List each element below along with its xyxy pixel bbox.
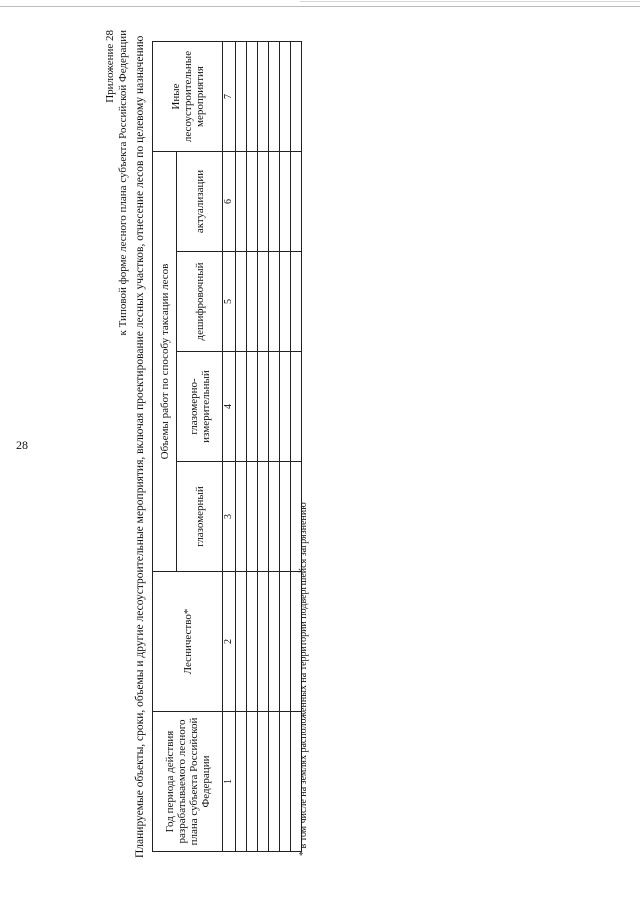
table-cell: [280, 152, 291, 252]
table-cell: [236, 572, 247, 712]
table-cell: [236, 152, 247, 252]
table-cell: [291, 352, 302, 462]
table-cell: [247, 462, 258, 572]
table-cell: [291, 152, 302, 252]
table-cell: [280, 252, 291, 352]
table-row: [258, 42, 269, 852]
table-cell: [269, 712, 280, 852]
page-number: 28: [16, 438, 28, 452]
table-cell: [280, 42, 291, 152]
table-row: [247, 42, 258, 852]
table-cell: [280, 462, 291, 572]
column-number-row: [223, 42, 236, 852]
table-cell: [236, 42, 247, 152]
table-row: [269, 42, 280, 852]
table-cell: [236, 712, 247, 852]
appendix-label: Приложение 28: [104, 30, 116, 103]
col-number: 5: [223, 252, 236, 352]
table-cell: [247, 252, 258, 352]
col-year-header: Год периода действия разрабатываемого лесного плана субъекта Российской Федерации: [153, 712, 223, 852]
table-cell: [236, 462, 247, 572]
col-number: 2: [223, 572, 236, 712]
table-cell: [258, 712, 269, 852]
col-number: 6: [223, 152, 236, 252]
col-update-header: актуализации: [177, 152, 223, 252]
table-cell: [258, 42, 269, 152]
table-cell: [247, 42, 258, 152]
table-cell: [291, 42, 302, 152]
table-cell: [280, 572, 291, 712]
col-number: 1: [223, 712, 236, 852]
table-cell: [269, 152, 280, 252]
col-eye-header: глазомерный: [177, 462, 223, 572]
table-row: [236, 42, 247, 852]
table-cell: [258, 352, 269, 462]
col-eye-measure-header: глазомерно-измерительный: [177, 352, 223, 462]
scan-edge-line: [0, 6, 640, 7]
table-cell: [247, 152, 258, 252]
footnote: * в том числе на землях расположенных на территории подвергшейся загрязнению: [298, 502, 309, 856]
col-other-header: Иные лесоустроительные мероприятия: [153, 42, 223, 152]
table-cell: [269, 252, 280, 352]
table-cell: [258, 572, 269, 712]
landscape-content: [104, 20, 309, 870]
rotated-sheet: [40, 10, 640, 900]
table-cell: [280, 712, 291, 852]
table-cell: [258, 462, 269, 572]
header-row-top: [153, 42, 177, 852]
table-row: [280, 42, 291, 852]
table-cell: [280, 352, 291, 462]
appendix-subtitle: к Типовой форме лесного плана субъекта Российской Федерации: [117, 30, 129, 336]
table-cell: [247, 352, 258, 462]
appendix-header: [104, 30, 130, 335]
group-header-volumes: Объемы работ по способу таксации лесов: [153, 152, 177, 572]
table-cell: [258, 252, 269, 352]
table-cell: [236, 352, 247, 462]
table-cell: [269, 352, 280, 462]
col-number: 7: [223, 42, 236, 152]
table-cell: [269, 572, 280, 712]
table-cell: [247, 572, 258, 712]
table-cell: [269, 42, 280, 152]
table-cell: [258, 152, 269, 252]
table-cell: [291, 252, 302, 352]
col-number: 4: [223, 352, 236, 462]
scan-edge-line-secondary: [300, 1, 640, 2]
table-title: Планируемые объекты, сроки, объемы и другие лесоустроительные мероприятия, включая проектирование лесных участков, отнесение лесов по целевому назначению: [134, 35, 146, 858]
col-forestry-header: Лесничество*: [153, 572, 223, 712]
table-cell: [236, 252, 247, 352]
col-number: 3: [223, 462, 236, 572]
table-cell: [269, 462, 280, 572]
table-cell: [247, 712, 258, 852]
forest-plan-table: [152, 41, 302, 852]
col-decoding-header: дешифровочный: [177, 252, 223, 352]
